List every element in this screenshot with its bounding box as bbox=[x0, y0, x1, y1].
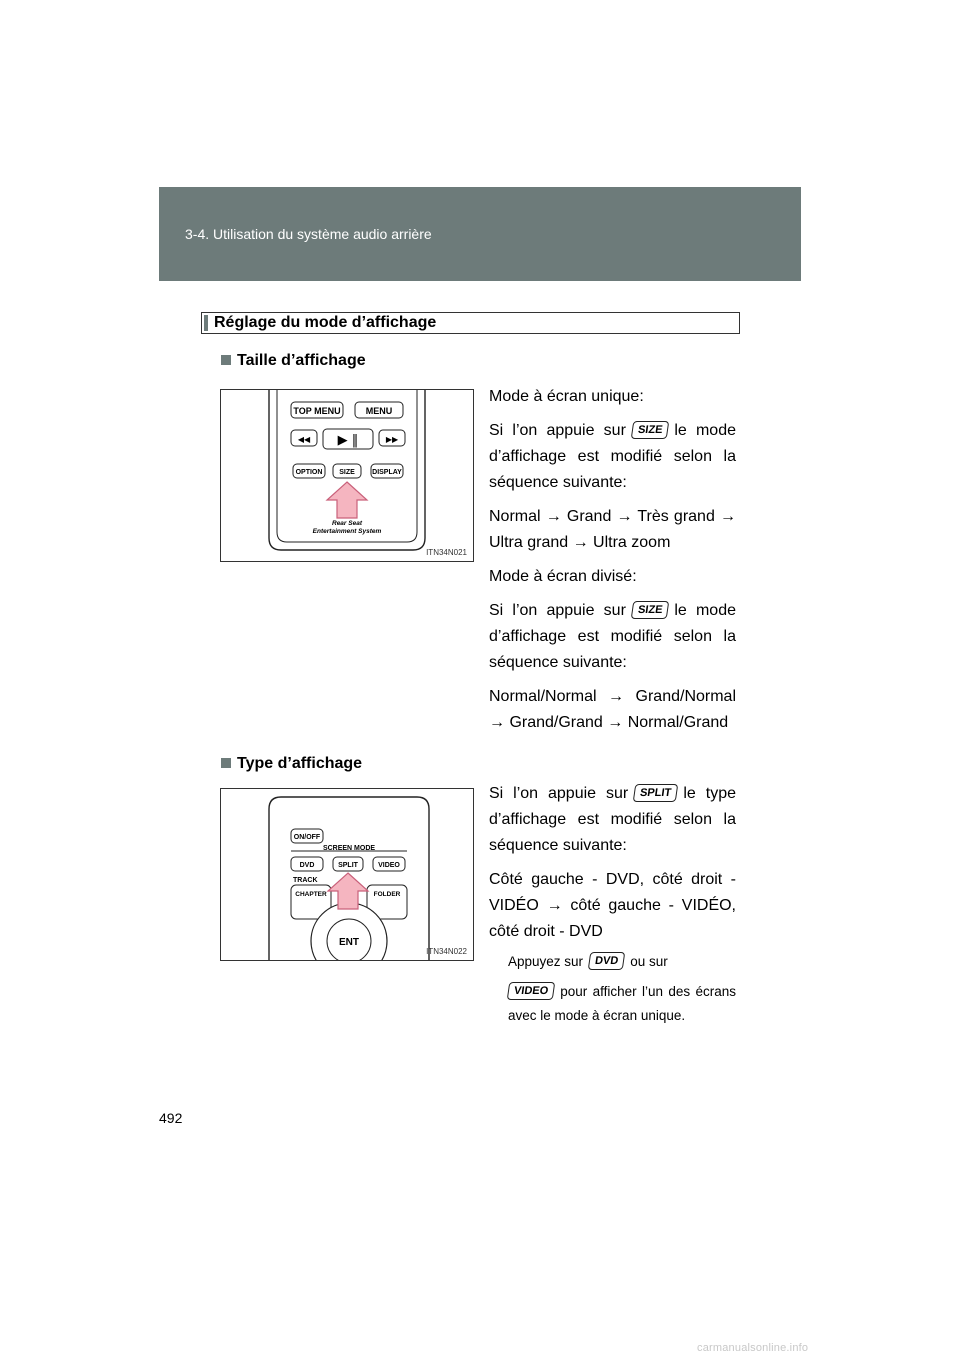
press-post-text: le type d’affichage est modifié selon la séquence suivante: bbox=[489, 785, 736, 854]
press-post-text: le mode d’affichage est modifié selon la séquence suivante: bbox=[489, 422, 736, 491]
press-pre-text: Si l’on appuie sur bbox=[489, 602, 626, 619]
fast-forward-icon: ▶▶ bbox=[385, 435, 399, 444]
top-menu-label: TOP MENU bbox=[293, 406, 341, 416]
size-text-column bbox=[489, 384, 736, 744]
bullet-square-icon bbox=[221, 355, 231, 365]
chapter-header bbox=[159, 187, 801, 281]
onoff-label: ON/OFF bbox=[293, 834, 321, 841]
dvd-button-inline: DVD bbox=[588, 952, 626, 970]
brand-line-1: Rear Seat bbox=[332, 520, 362, 527]
split-screen-label: Mode à écran divisé: bbox=[489, 568, 637, 585]
split-press-instruction bbox=[489, 781, 736, 859]
size-press-instruction-split bbox=[489, 598, 736, 676]
note-part-1: Appuyez sur bbox=[508, 954, 584, 969]
section-heading-tab bbox=[204, 315, 208, 331]
press-post-text: le mode d’affichage est modifié selon la séquence suivante: bbox=[489, 602, 736, 671]
note-part-2: ou sur bbox=[630, 954, 668, 969]
brand-line-2: Entertainment System bbox=[312, 528, 382, 535]
chapter-title: 3-4. Utilisation du système audio arrière bbox=[185, 226, 432, 242]
video-button-inline: VIDEO bbox=[507, 982, 556, 1000]
remote-illustration-size bbox=[221, 390, 474, 562]
dvd-label: DVD bbox=[299, 862, 315, 869]
watermark: carmanualsonline.info bbox=[697, 1342, 809, 1354]
chapter-label: CHAPTER bbox=[295, 891, 327, 898]
size-button-inline: SIZE bbox=[631, 421, 670, 439]
ent-label: ENT bbox=[339, 937, 359, 948]
press-pre-text: Si l’on appuie sur bbox=[489, 785, 629, 802]
split-button-inline: SPLIT bbox=[633, 784, 679, 802]
size-heading-text: Taille d’affichage bbox=[237, 352, 366, 369]
press-pre-text: Si l’on appuie sur bbox=[489, 422, 626, 439]
single-screen-label: Mode à écran unique: bbox=[489, 388, 644, 405]
size-label: SIZE bbox=[339, 469, 355, 476]
bullet-square-icon bbox=[221, 758, 231, 768]
rewind-icon: ◀◀ bbox=[297, 435, 311, 444]
size-subheading bbox=[221, 352, 366, 370]
type-heading-text: Type d’affichage bbox=[237, 755, 363, 772]
type-subheading bbox=[221, 755, 362, 773]
note-part-3: pour afficher l’un des écrans avec le mode à écran unique. bbox=[508, 984, 736, 1023]
option-label: OPTION bbox=[295, 469, 323, 476]
type-sequence: Côté gauche - DVD, côté droit - VIDÉO → côté gauche - VIDÉO, côté droit - DVD bbox=[489, 871, 736, 940]
note-text bbox=[508, 950, 736, 1028]
play-pause-icon: ▶ ‖ bbox=[337, 433, 359, 448]
figure-size-remote bbox=[220, 389, 474, 562]
split-label: SPLIT bbox=[338, 862, 358, 869]
figure-code: ITN34N021 bbox=[426, 548, 467, 557]
folder-label: FOLDER bbox=[373, 891, 401, 898]
figure-code: ITN34N022 bbox=[426, 947, 467, 956]
menu-label: MENU bbox=[365, 406, 393, 416]
section-heading-bar bbox=[201, 312, 740, 334]
page-number: 492 bbox=[159, 1110, 183, 1126]
size-button-inline: SIZE bbox=[631, 601, 670, 619]
display-label: DISPLAY bbox=[372, 469, 402, 476]
split-sequence: Normal/Normal → Grand/Normal → Grand/Grand → Normal/Grand bbox=[489, 688, 736, 731]
remote-illustration-split bbox=[221, 789, 474, 961]
screen-mode-label: SCREEN MODE bbox=[322, 845, 376, 852]
section-title: Réglage du mode d’affichage bbox=[214, 314, 437, 331]
type-text-column bbox=[489, 781, 736, 953]
track-label: TRACK bbox=[293, 877, 318, 884]
video-label: VIDEO bbox=[378, 862, 400, 869]
figure-split-remote bbox=[220, 788, 474, 961]
size-press-instruction bbox=[489, 418, 736, 496]
single-sequence: Normal → Grand → Très grand → Ultra grand → Ultra zoom bbox=[489, 508, 736, 551]
